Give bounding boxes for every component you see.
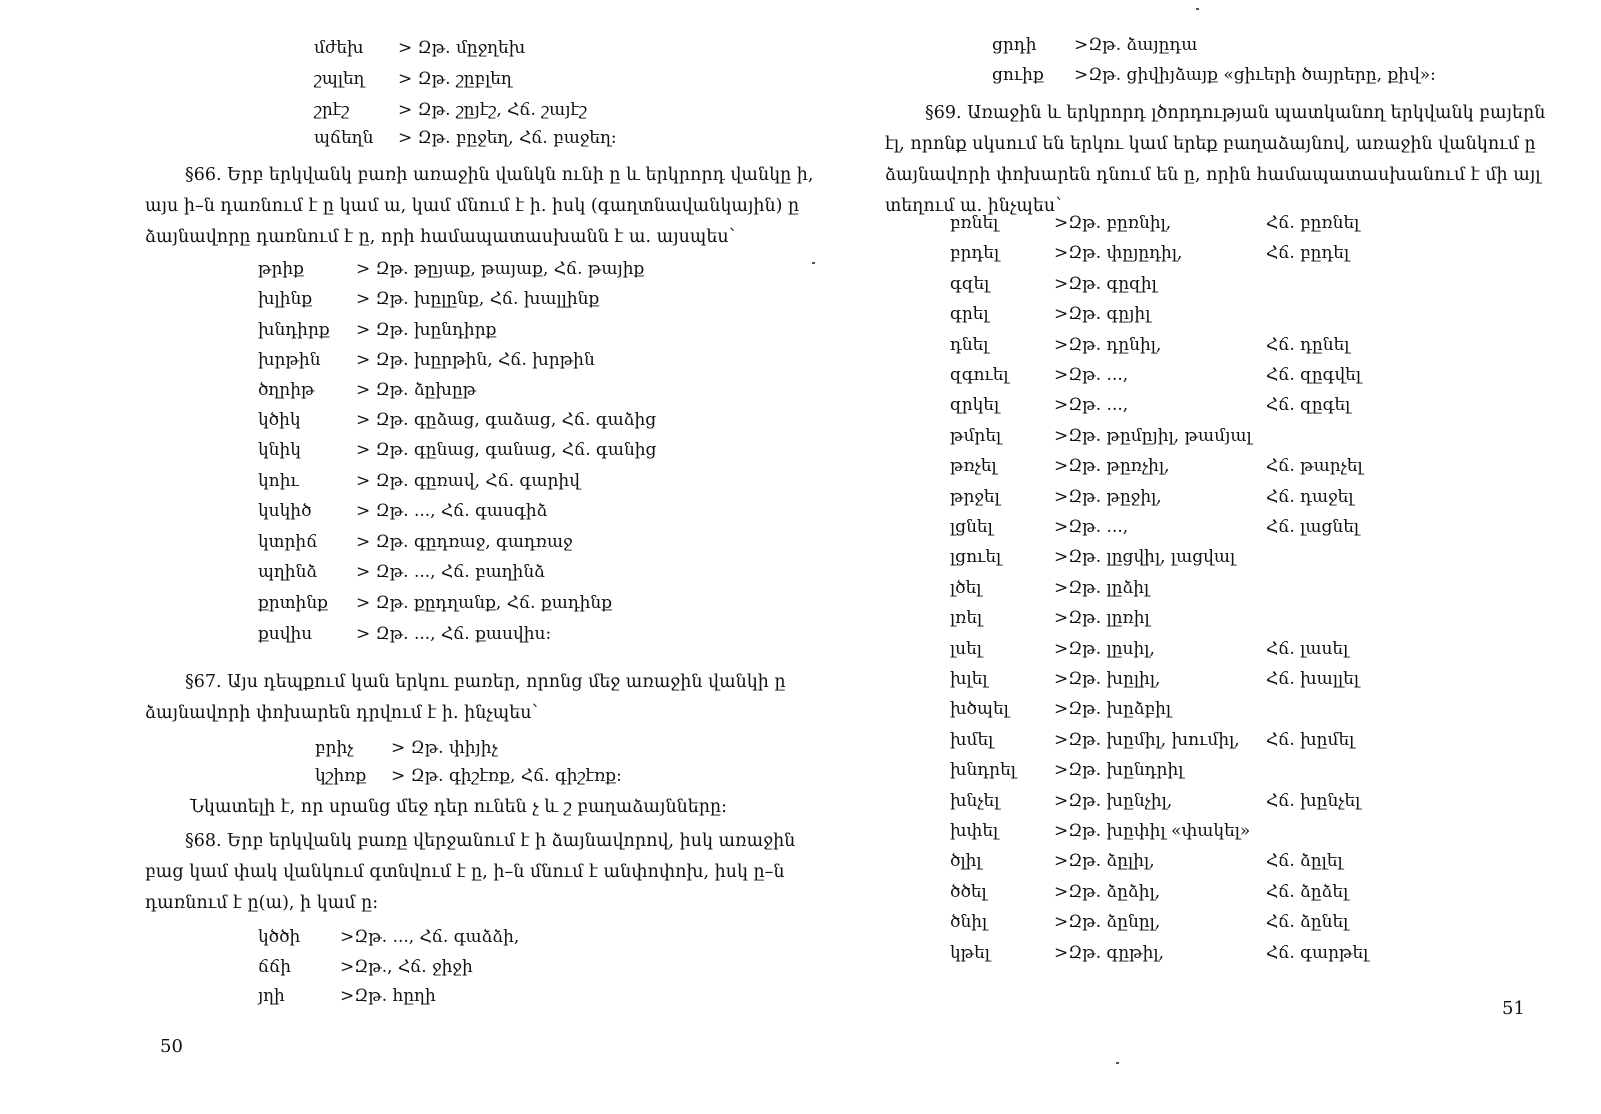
entry-dialect: >Զթ. լըսիլ,	[1054, 639, 1155, 659]
entry-hajin: Հճ. բըռնել	[1266, 213, 1360, 233]
entry-word: գզել	[950, 274, 990, 294]
entry-dialect: > Զթ. գընաց, գանաց, Հճ. գանից	[356, 440, 657, 460]
entry-dialect: >Զթ. ...,	[1054, 365, 1129, 385]
entry-dialect: >Զթ. թըմըյիլ, թամյալ	[1054, 426, 1252, 446]
entry-word: շպլեղ	[314, 69, 365, 89]
entry-hajin: Հճ. գարթել	[1266, 943, 1369, 963]
entry-dialect: >Զթ. խընդրիլ	[1054, 760, 1184, 780]
entry-word: կսկիծ	[258, 501, 312, 521]
entry-dialect: >Զթ. ձըլիլ,	[1054, 851, 1155, 871]
entry-dialect: > Զթ. թըյաք, թայաք, Հճ. թայիք	[356, 259, 645, 279]
entry-dialect: > Զթ. գըձաց, գաձաց, Հճ. գաձից	[356, 410, 657, 430]
entry-word: լծել	[950, 578, 982, 598]
scan-speck	[812, 262, 815, 264]
entry-dialect: >Զթ. գըթիլ,	[1054, 943, 1164, 963]
entry-word: կտրիճ	[258, 532, 318, 552]
entry-dialect: >Զթ. խընչիլ,	[1054, 791, 1173, 811]
entry-word: խծպել	[950, 699, 1009, 719]
entry-word: ցրդի	[992, 35, 1037, 55]
page-number: 51	[1502, 998, 1525, 1019]
entry-dialect: >Զթ. բըռնիլ,	[1054, 213, 1172, 233]
entry-dialect: >Զթ. դընիլ,	[1054, 335, 1162, 355]
entry-word: կծիկ	[258, 410, 301, 430]
paragraph-67	[145, 667, 790, 729]
entry-word: կշիռք	[315, 766, 367, 786]
entry-dialect: >Զթ. ձայըդա	[1074, 35, 1198, 55]
entry-dialect: > Զթ. խըրթին, Հճ. խրթին	[356, 350, 595, 370]
entry-hajin: Հճ. խընչել	[1266, 791, 1361, 811]
entry-dialect: >Զթ. լըռիլ	[1054, 608, 1150, 628]
entry-hajin: Հճ. ձընել	[1266, 912, 1349, 932]
entry-word: պղինձ	[258, 562, 318, 582]
paragraph-67-note	[190, 792, 790, 823]
entry-dialect: >Զթ. թըռչիլ,	[1054, 456, 1170, 476]
paragraph-line: §68. Երբ երկվանկ բառը վերջանում է ի ձայնավորով, իսկ առաջին	[185, 831, 796, 851]
entry-hajin: Հճ. բըդել	[1266, 243, 1350, 263]
entry-dialect: > Զթ. խընդիրք	[356, 320, 497, 340]
entry-word: պճեղն	[314, 128, 374, 148]
entry-dialect: >Զթ. խըփիլ «փակել»	[1054, 821, 1251, 841]
entry-word: կնիկ	[258, 440, 301, 460]
entry-dialect: >Զթ. փըյըդիլ,	[1054, 243, 1183, 263]
entry-dialect: >Զթ. թըջիլ,	[1054, 487, 1162, 507]
entry-dialect: > Զթ. գըդռաջ, գադռաջ	[356, 532, 573, 552]
paragraph-line: տեղում ա. ինչպես՝	[885, 196, 1062, 216]
paragraph-line: §67. Այս դեպքում կան երկու բառեր, որոնց մեջ առաջին վանկի ը	[185, 672, 786, 692]
entry-word: քրտինք	[258, 593, 328, 613]
entry-word: ծղրիթ	[258, 380, 315, 400]
entry-word: մժեխ	[314, 38, 364, 58]
entry-word: ծնիլ	[950, 912, 988, 932]
entry-dialect: >Զթ. լըցվիլ, լացվալ	[1054, 547, 1236, 567]
entry-hajin: Հճ. զըգել	[1266, 395, 1351, 415]
entry-dialect: >Զթ. ցիվիյձայք «ցիւերի ծայրերը, քիվ»:	[1074, 65, 1436, 85]
entry-word: յղի	[258, 986, 285, 1006]
entry-word: բրիչ	[315, 738, 354, 758]
entry-word: թրիք	[258, 259, 304, 279]
entry-word: խլինք	[258, 289, 313, 309]
paragraph-line: §66. Երբ երկվանկ բառի առաջին վանկն ունի ը և երկրորդ վանկը ի,	[185, 165, 814, 185]
entry-dialect: >Զթ. ...,	[1054, 395, 1129, 415]
entry-dialect: >Զթ. հըղի	[340, 986, 436, 1006]
entry-word: խլել	[950, 669, 988, 689]
entry-dialect: >Զթ. գըյիլ	[1054, 304, 1151, 324]
entry-word: լսել	[950, 639, 982, 659]
entry-hajin: Հճ. դընել	[1266, 335, 1350, 355]
entry-word: խրթին	[258, 350, 321, 370]
entry-dialect: > Զթ. ..., Հճ. քասվիս:	[356, 624, 552, 644]
paragraph-line: §69. Առաջին և երկրորդ լծորդության պատկանող երկվանկ բայերն	[925, 103, 1546, 123]
entry-word: ճճի	[258, 957, 292, 977]
paragraph-68	[145, 826, 796, 919]
entry-word: լցնել	[950, 517, 993, 537]
entry-word: ցուիք	[992, 65, 1044, 85]
entry-dialect: >Զթ. ..., Հճ. գաձձի,	[340, 927, 520, 947]
entry-word: դնել	[950, 335, 989, 355]
entry-dialect: > Զթ. խըլընք, Հճ. խալլինք	[356, 289, 600, 309]
scan-speck	[1116, 1062, 1119, 1064]
entry-word: կծծի	[258, 927, 301, 947]
entry-dialect: > Զթ. փիյիչ	[391, 738, 498, 758]
entry-word: թրջել	[950, 487, 1000, 507]
entry-dialect: >Զթ., Հճ. ջիջի	[340, 957, 473, 977]
entry-word: լռել	[950, 608, 983, 628]
entry-dialect: >Զթ. ...,	[1054, 517, 1129, 537]
paragraph-line: ձայնավորի փոխարեն դնում են ը, որին համապատասխանում է մի այլ	[885, 165, 1541, 185]
entry-word: կոիւ	[258, 471, 299, 491]
entry-word: խմել	[950, 730, 994, 750]
entry-dialect: > Զթ. ..., Հճ. բաղինձ	[356, 562, 545, 582]
entry-hajin: Հճ. ձըլել	[1266, 851, 1343, 871]
paragraph-line: ձայնավորի փոխարեն դրվում է ի. ինչպես՝	[145, 703, 538, 723]
entry-hajin: Հճ. զըգվել	[1266, 365, 1362, 385]
entry-word: գրել	[950, 304, 989, 324]
entry-dialect: >Զթ. խըձբիլ	[1054, 699, 1172, 719]
entry-word: խփել	[950, 821, 999, 841]
right-page	[820, 0, 1601, 1114]
entry-word: զրկել	[950, 395, 1000, 415]
entry-word: քսվիս	[258, 624, 313, 644]
entry-word: թռչել	[950, 456, 997, 476]
entry-dialect: > Զթ. ձըխըթ	[356, 380, 477, 400]
entry-dialect: > Զթ. շըյէշ, Հճ. շայէշ	[398, 100, 588, 120]
entry-hajin: Հճ. խալլել	[1266, 669, 1360, 689]
entry-word: ծլիլ	[950, 851, 982, 871]
entry-dialect: > Զթ. քըդղանք, Հճ. քադինք	[356, 593, 613, 613]
paragraph-line: այս ի–ն դառնում է ը կամ ա, կամ մնում է ի. իսկ (գաղտնավանկային) ը	[145, 196, 800, 216]
entry-dialect: >Զթ. ձընըլ,	[1054, 912, 1161, 932]
entry-word: լցուել	[950, 547, 1002, 567]
entry-hajin: Հճ. լասել	[1266, 639, 1349, 659]
paragraph-69	[885, 98, 1585, 222]
paragraph-line: բաց կամ փակ վանկում գտնվում է ը, ի–ն մնում է անփոփոխ, իսկ ը–ն	[145, 862, 785, 882]
entry-dialect: >Զթ. լըձիլ	[1054, 578, 1150, 598]
entry-dialect: > Զթ. բըջեղ, Հճ. բաջեղ:	[398, 128, 617, 148]
entry-dialect: >Զթ. ձըձիլ,	[1054, 882, 1161, 902]
entry-word: բրդել	[950, 243, 1000, 263]
entry-word: շրէշ	[314, 100, 350, 120]
entry-dialect: > Զթ. գիշէռք, Հճ. գիշէռք:	[391, 766, 622, 786]
page-number: 50	[160, 1036, 183, 1057]
entry-dialect: > Զթ. գըռավ, Հճ. գարիվ	[356, 471, 580, 491]
entry-word: թմրել	[950, 426, 1002, 446]
entry-dialect: >Զթ. գըզիլ	[1054, 274, 1157, 294]
paragraph-line: էլ, որոնք սկսում են երկու կամ երեք բաղաձայնով, առաջին վանկում ը	[885, 134, 1536, 154]
paragraph-line: դառնում է ը(ա), ի կամ ը:	[145, 893, 379, 913]
entry-word: կթել	[950, 943, 990, 963]
entry-dialect: >Զթ. խըմիլ, խումիլ,	[1054, 730, 1240, 750]
scan-speck	[1196, 8, 1199, 10]
paragraph-66	[145, 160, 814, 253]
entry-dialect: > Զթ. ..., Հճ. գասգիձ	[356, 501, 548, 521]
entry-word: խնդրել	[950, 760, 1016, 780]
entry-hajin: Հճ. ձըձել	[1266, 882, 1349, 902]
entry-dialect: > Զթ. մըջղեխ	[398, 38, 526, 58]
entry-word: խնչել	[950, 791, 1000, 811]
entry-hajin: Հճ. դաջել	[1266, 487, 1354, 507]
paragraph-line: ձայնավորը դառնում է ը, որի համապատասխանն է ա. այսպես՝	[145, 227, 736, 247]
entry-word: զգուել	[950, 365, 1009, 385]
entry-dialect: >Զթ. խըլիլ,	[1054, 669, 1161, 689]
entry-word: խնդիրք	[258, 320, 330, 340]
entry-word: բռնել	[950, 213, 999, 233]
paragraph-line: Նկատելի է, որ սրանց մեջ դեր ունեն չ և շ բաղաձայնները:	[190, 797, 727, 817]
entry-hajin: Հճ. խըմել	[1266, 730, 1355, 750]
entry-word: ծծել	[950, 882, 987, 902]
entry-hajin: Հճ. թարչել	[1266, 456, 1363, 476]
entry-dialect: > Զթ. շըբլեղ	[398, 69, 512, 89]
entry-hajin: Հճ. լացնել	[1266, 517, 1360, 537]
